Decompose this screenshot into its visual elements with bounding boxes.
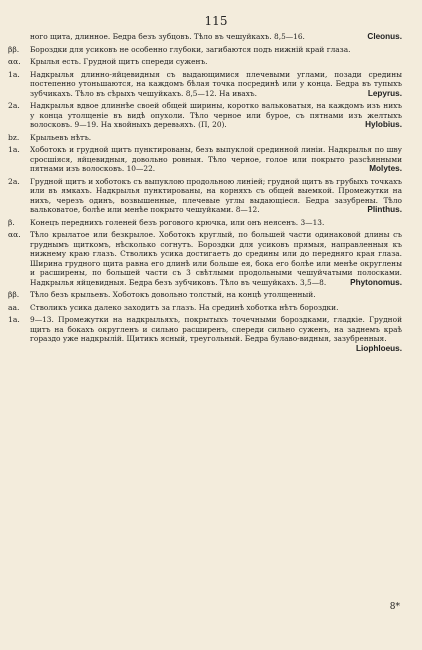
key-entry	[8, 101, 402, 130]
entry-text: Хоботокъ и грудной щитъ пунктированы, безъ выпуклой срединной линіи. Надкрылья по шву сросшіяся, яйцевидныя, довольно ровныя. Тѣло черное, голое или покрыто разсѣянными пятнами изъ волосковъ. 10—22.	[30, 145, 402, 173]
entry-marker: β.	[8, 217, 15, 227]
entry-text: Грудной щитъ и хоботокъ съ выпуклою продольною линіей; грудной щитъ въ грубыхъ точкахъ или въ ямкахъ. Надкрылья пунктированы, на корняхъ съ общей выемкой. Промежутки на нихъ, черезъ одинъ, возвышенные, плечевые углы выдающіеся. Бедра зазубрены. Тѣло вальковатое, болѣе или менѣе покрыто чешуйками. 8—12.	[30, 176, 402, 214]
entry-marker: ββ.	[8, 290, 20, 299]
key-entry	[8, 69, 402, 99]
key-entry	[8, 302, 402, 313]
key-entry	[8, 290, 402, 300]
key-entry	[8, 132, 402, 143]
key-entry	[8, 57, 402, 67]
entry-text: Надкрылья длинно-яйцевидныя съ выдающимися плечевыми углами, позади средины постепенно утоньшаются, на каждомъ бѣлая точка посрединѣ или у конца. Бедра въ тупыхъ зубчикахъ. Тѣло въ сѣрыхъ чешуйкахъ. 8,5—12. На ивахъ.	[30, 69, 402, 98]
entry-text: Надкрылья вдвое длиннѣе своей общей ширины, коротко вальковатыя, на каждомъ изъ нихъ у конца утолщеніе въ видѣ опухоли. Тѣло черное или бурое, съ пятнами изъ желтыхъ волосковъ. 9—19. На хвойныхъ деревьяхъ. (П, 20).	[30, 101, 402, 129]
taxon-name: Phytonomus.	[350, 277, 402, 287]
entry-marker: 2a.	[8, 101, 20, 110]
entry-marker: 1a.	[8, 69, 20, 79]
entry-text: Стволикъ усика далеко заходитъ за глазъ. На срединѣ хоботка нѣтъ бороздки.	[30, 302, 339, 312]
entry-marker: 1a.	[8, 145, 20, 154]
entry-text: Конецъ переднихъ голеней безъ рогового крючка, или онъ неясенъ. 3—13.	[30, 217, 325, 227]
key-entry	[8, 44, 402, 55]
taxon-name: Lepyrus.	[367, 88, 402, 98]
page-content	[8, 14, 402, 356]
taxon-name: Cleonus.	[367, 32, 402, 41]
signature-mark: 8*	[389, 602, 400, 612]
key-entry	[8, 230, 402, 287]
entry-marker: αα.	[8, 57, 21, 66]
entry-text: Крыльевъ нѣтъ.	[30, 132, 92, 142]
entry-marker: αα.	[8, 230, 21, 239]
taxon-name: Hylobius.	[365, 120, 402, 129]
entry-marker: ββ.	[8, 44, 20, 54]
taxon-name: Plinthus.	[367, 205, 402, 214]
taxon-name: Molytes.	[369, 164, 402, 173]
entry-text: Крылья есть. Грудной щитъ спереди суженъ.	[30, 57, 208, 66]
taxon-name: Liophloeus.	[356, 343, 402, 353]
key-entries	[8, 32, 402, 353]
entry-text: Тѣло крылатое или безкрылое. Хоботокъ круглый, по большей части одинаковой длины съ груднымъ щиткомъ, нѣсколько согнутъ. Бороздки для усиковъ прямыя, направленныя къ нижнему краю глазъ. Стволикъ усика достигаетъ до средины или до передняго края глаза. Ширина грудного щита равна его длинѣ или больше ея, бока его болѣе или менѣе округлены и расширены, по большей части съ 3 свѣтлыми продольными чешуйчатыми полосками. Надкрылья яйцевидныя. Бедра безъ зубчиковъ. Тѣло въ чешуйкахъ. 3,5—8.	[30, 230, 402, 287]
entry-text: 9—13. Промежутки на надкрыльяхъ, покрытыхъ точечными бороздками, гладкіе. Грудной щитъ на бокахъ округленъ и сильно расширенъ, спереди сильно суженъ, на заднемъ краѣ гораздо уже надкрылій. Щитикъ ясный, треугольный. Бедра булаво-видныя, зазубренныя.	[30, 315, 402, 343]
key-entry	[30, 32, 402, 42]
entry-text: ного щита, длинное. Бедра безъ зубцовъ. Тѣло въ чешуйкахъ. 8,5—16.	[30, 32, 305, 41]
page-number: 115	[204, 14, 228, 28]
entry-text: Бороздки для усиковъ не особенно глубоки, загибаются подъ нижній край глаза.	[30, 44, 351, 54]
entry-marker: 2a.	[8, 176, 20, 186]
entry-marker: 1a.	[8, 315, 20, 324]
entry-text: Тѣло безъ крыльевъ. Хоботокъ довольно толстый, на концѣ утолщенный.	[30, 290, 316, 299]
entry-marker: bz.	[8, 132, 20, 142]
key-entry	[8, 217, 402, 228]
key-entry	[8, 145, 402, 174]
key-entry	[8, 176, 402, 215]
entry-marker: аа.	[8, 302, 20, 312]
key-entry	[8, 315, 402, 353]
